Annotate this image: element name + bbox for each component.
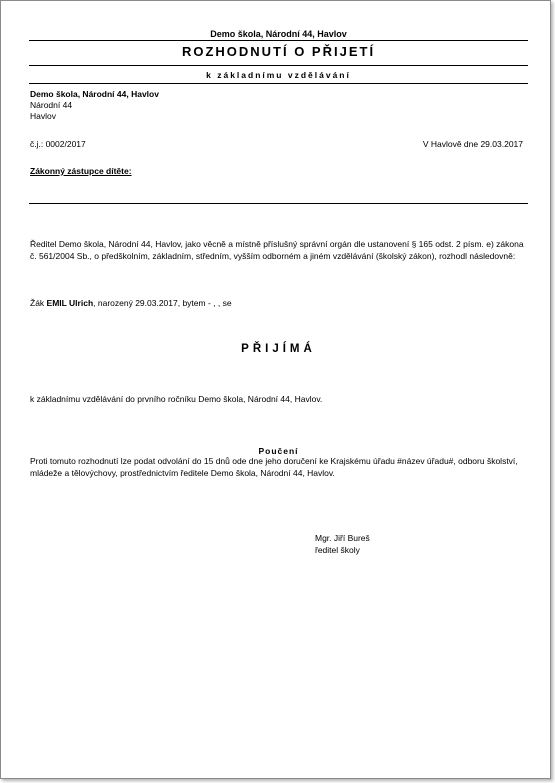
student-suffix: , narozený 29.03.2017, bytem - , , se (93, 298, 232, 308)
signature-name: Mgr. Jiří Bureš (315, 533, 370, 543)
instruction-heading: Poučení (258, 446, 299, 456)
signature-block (315, 533, 370, 556)
student-name: EMIL Ulrich (46, 298, 94, 308)
reference-number: č.j.: 0002/2017 (30, 139, 86, 149)
guardian-line (29, 203, 528, 204)
student-line (30, 298, 530, 310)
document-title: ROZHODNUTÍ O PŘIJETÍ (181, 44, 376, 59)
issue-date: V Havlově dne 29.03.2017 (422, 139, 523, 149)
instruction-text: Proti tomuto rozhodnutí lze podat odvolání do 15 dnů ode dne jeho doručení ke Krajskému úřadu #název úřadu#, odboru školství, mládeže a tělovýchovy, prostřednictvím ředitele Demo škola, Národní 44, Havlov. (30, 456, 518, 478)
decision-heading: PŘIJÍMÁ (241, 343, 316, 355)
document-subtitle: k základnímu vzdělávání (206, 70, 351, 80)
school-address-block (30, 89, 159, 122)
header-school-name: Demo škola, Národní 44, Havlov (210, 29, 347, 39)
signature-role: ředitel školy (315, 544, 360, 555)
intro-paragraph: Ředitel Demo škola, Národní 44, Havlov, jako věcně a místně příslušný správní orgán dle ustanovení § 165 odst. 2 písm. e) zákona č. 561/2004 Sb., o předškolním, základním, středním, vyšším odborném a jiném vzdělávání (školský zákon), rozhodl následovně: (30, 239, 524, 261)
subtitle-divider (29, 83, 528, 84)
header-divider-top (29, 40, 528, 41)
address-street: Národní 44 (30, 100, 73, 110)
title-divider (29, 65, 528, 66)
student-prefix: Žák (30, 298, 47, 308)
address-school-name: Demo škola, Národní 44, Havlov (30, 89, 159, 99)
address-city: Havlov (30, 111, 56, 121)
decision-detail: k základnímu vzdělávání do prvního ročníku Demo škola, Národní 44, Havlov. (30, 394, 323, 404)
guardian-label: Zákonný zástupce dítěte: (30, 166, 132, 176)
